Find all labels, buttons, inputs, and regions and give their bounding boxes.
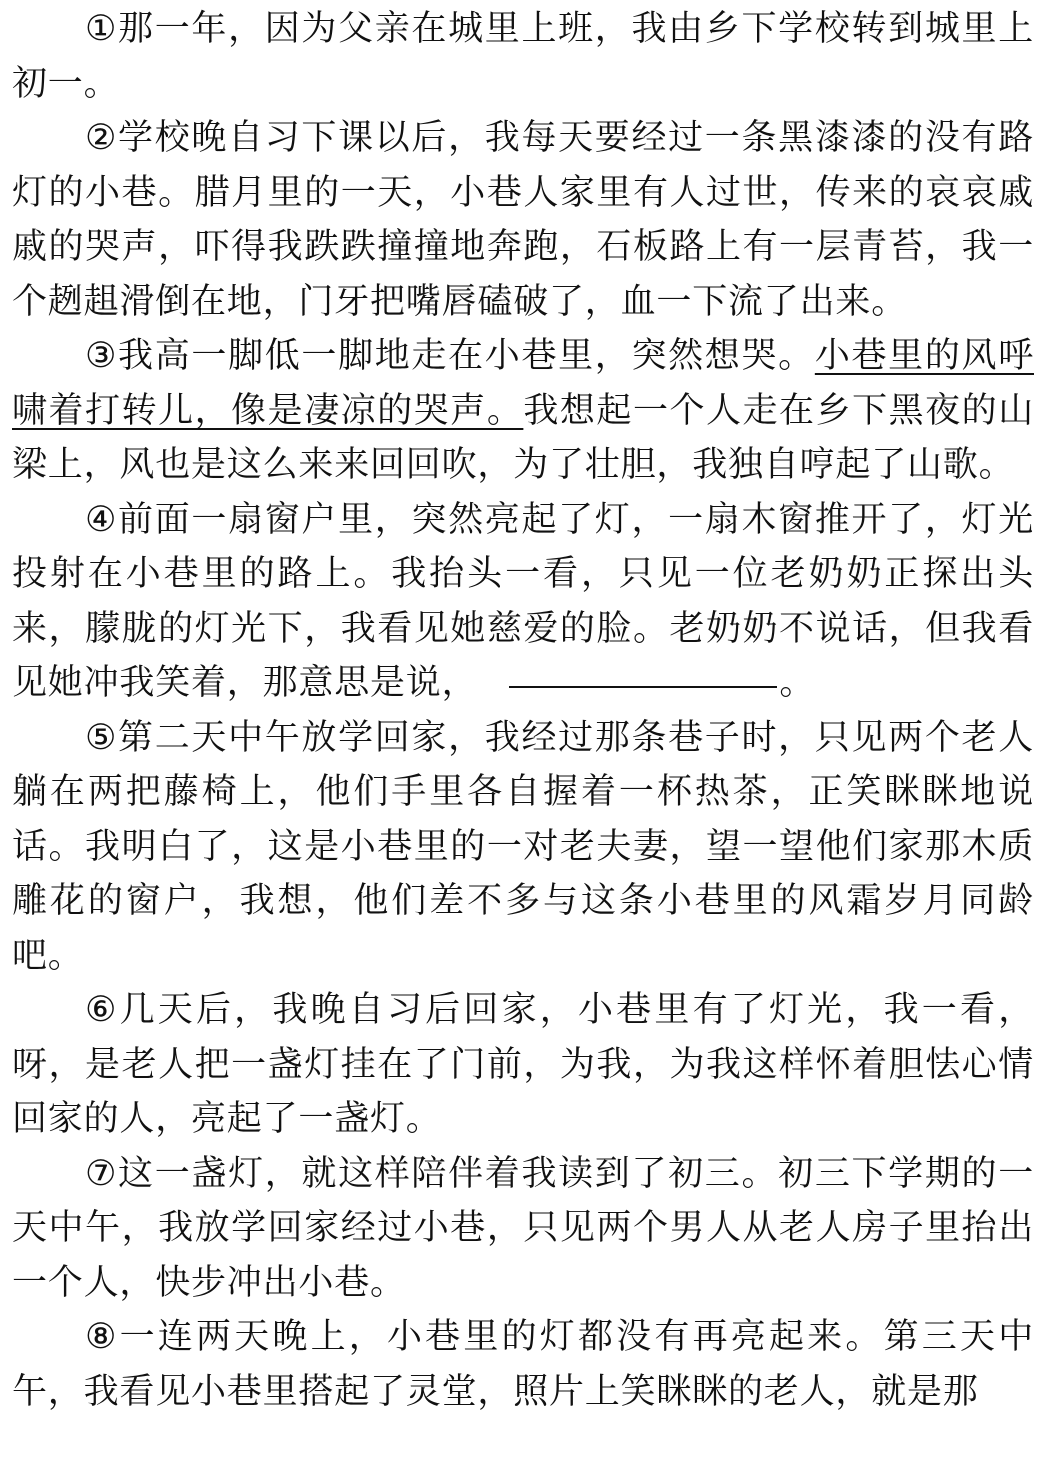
- paragraph-1: ①那一年，因为父亲在城里上班，我由乡下学校转到城里上初一。: [12, 9, 1034, 104]
- paragraph-7: ⑦这一盏灯，就这样陪伴着我读到了初三。初三下学期的一天中午，我放学回家经过小巷，只见两个男人从老人房子里抬出一个人，快步冲出小巷。: [12, 1153, 1034, 1303]
- paragraph-5: ⑤第二天中午放学回家，我经过那条巷子时，只见两个老人躺在两把藤椅上，他们手里各自握着一杯热茶，正笑眯眯地说话。我明白了，这是小巷里的一对老夫妻，望一望他们家那木质雕花的窗户，我想，他们差不多与这条小巷里的风霜岁月同龄吧。: [12, 717, 1034, 976]
- paragraph-3-rest: 我想起一个人走在乡下黑夜的山梁上，风也是这么来来回回吹，为了壮胆，我独自哼起了山歌。: [12, 390, 1035, 485]
- paragraph-4: [12, 493, 1034, 711]
- paragraph-3: [12, 329, 1034, 493]
- paragraph-4-end: 。: [779, 663, 816, 703]
- paragraph-4-text: ④前面一扇窗户里，突然亮起了灯，一扇木窗推开了，灯光投射在小巷里的路上。我抬头一看，只见一位老奶奶正探出头来，朦胧的灯光下，我看见她慈爱的脸。老奶奶不说话，但我看见她冲我笑着，那意思是说，: [12, 499, 1034, 703]
- paragraph-2: ②学校晚自习下课以后，我每天要经过一条黑漆漆的没有路灯的小巷。腊月里的一天，小巷人家里有人过世，传来的哀哀戚戚的哭声，吓得我跌跌撞撞地奔跑，石板路上有一层青苔，我一个趔趄滑倒在地，门牙把嘴唇磕破了，血一下流了出来。: [12, 118, 1034, 322]
- article-text: [12, 0, 1034, 1419]
- paragraph-8: ⑧一连两天晚上，小巷里的灯都没有再亮起来。第三天中午，我看见小巷里搭起了灵堂，照片上笑眯眯的老人，就是那: [12, 1317, 1034, 1412]
- paragraph-6: ⑥几天后，我晚自习后回家，小巷里有了灯光，我一看，呀，是老人把一盏灯挂在了门前，为我，为我这样怀着胆怯心情回家的人，亮起了一盏灯。: [12, 990, 1034, 1139]
- fill-in-blank[interactable]: [509, 685, 777, 688]
- paragraph-3-lead: ③我高一脚低一脚地走在小巷里，突然想哭。: [85, 336, 815, 376]
- underlined-sentence: 小巷里的风呼啸着打转儿，像是凄凉的哭声。: [12, 336, 1034, 431]
